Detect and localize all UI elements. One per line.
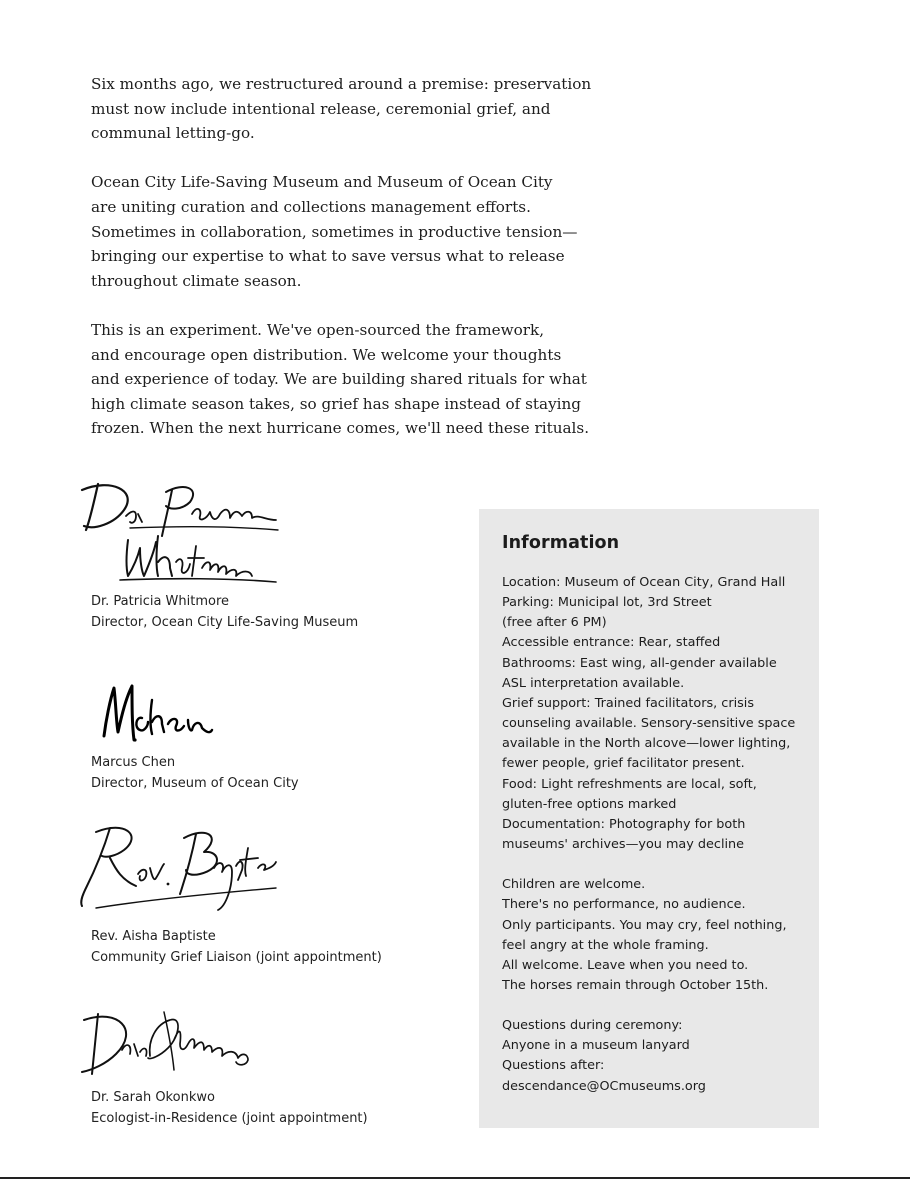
info-line: Questions during ceremony:: [502, 1018, 683, 1034]
info-line: available in the North alcove—lower lighting,: [502, 736, 791, 752]
intro-line: Ocean City Life-Saving Museum and Museum of Ocean City: [91, 173, 553, 192]
intro-paragraph-2: [91, 170, 601, 293]
intro-line: and encourage open distribution. We welcome your thoughts: [91, 345, 562, 364]
info-line: feel angry at the whole framing.: [502, 937, 709, 953]
intro-line: bringing our expertise to what to save versus what to release: [91, 247, 565, 266]
info-line: Anyone in a museum lanyard: [502, 1038, 690, 1054]
signatory-name: Dr. Patricia Whitmore: [91, 594, 230, 609]
info-line: Location: Museum of Ocean City, Grand Hall: [502, 575, 786, 590]
signature-okonkwo: [78, 1000, 258, 1085]
info-line: gluten-free options marked: [502, 796, 677, 812]
info-line: Food: Light refreshments are local, soft,: [502, 776, 757, 792]
signatory-title: Community Grief Liaison (joint appointment): [91, 949, 382, 965]
signatory-baptiste: [91, 927, 382, 968]
intro-paragraph-1: [91, 72, 601, 146]
signature-whitmore: [80, 476, 290, 593]
intro-line: must now include intentional release, ceremonial grief, and: [91, 99, 551, 118]
intro-line: Six months ago, we restructured around a premise: preservation: [91, 75, 592, 93]
info-group-logistics: [502, 573, 801, 855]
information-heading: Information: [502, 533, 620, 553]
info-line: Documentation: Photography for both: [502, 816, 746, 832]
information-panel: [479, 509, 819, 1128]
signatory-name: Marcus Chen: [91, 755, 176, 770]
signatory-title: Director, Ocean City Life-Saving Museum: [91, 614, 359, 630]
info-group-welcome: [502, 875, 801, 996]
info-line: ASL interpretation available.: [502, 675, 685, 691]
intro-line: frozen. When the next hurricane comes, we'll need these rituals.: [91, 419, 590, 438]
info-line: museums' archives—you may decline: [502, 837, 745, 853]
intro-line: communal letting-go.: [91, 124, 255, 143]
info-spacer: [502, 996, 801, 1016]
info-line: fewer people, grief facilitator present.: [502, 756, 745, 772]
signatory-title: Ecologist-in-Residence (joint appointment): [91, 1110, 368, 1126]
info-line: There's no performance, no audience.: [502, 897, 746, 913]
signatory-chen: [91, 753, 299, 794]
info-line: Grief support: Trained facilitators, crisis: [502, 695, 755, 711]
intro-line: are uniting curation and collections management efforts.: [91, 197, 531, 216]
signatory-name: Dr. Sarah Okonkwo: [91, 1090, 215, 1105]
info-spacer: [502, 855, 801, 875]
intro-line: Sometimes in collaboration, sometimes in productive tension—: [91, 222, 578, 241]
info-line: Questions after:: [502, 1058, 605, 1074]
signatory-okonkwo: [91, 1088, 368, 1129]
info-line: Children are welcome.: [502, 877, 646, 893]
info-line: All welcome. Leave when you need to.: [502, 957, 749, 973]
info-line: Parking: Municipal lot, 3rd Street: [502, 595, 712, 611]
intro-paragraph-3: [91, 318, 601, 441]
info-group-questions: [502, 1016, 801, 1097]
info-line: counseling available. Sensory-sensitive space: [502, 716, 796, 732]
intro-line: This is an experiment. We've open-sourced the framework,: [91, 320, 545, 339]
info-line: (free after 6 PM): [502, 615, 607, 631]
intro-line: high climate season takes, so grief has shape instead of staying: [91, 394, 582, 413]
signatory-name: Rev. Aisha Baptiste: [91, 929, 216, 944]
info-line: Bathrooms: East wing, all-gender available: [502, 655, 777, 671]
intro-text: [91, 72, 601, 466]
intro-line: throughout climate season.: [91, 271, 302, 290]
signatory-whitmore: [91, 592, 358, 633]
signatory-title: Director, Museum of Ocean City: [91, 775, 299, 791]
intro-line: and experience of today. We are building shared rituals for what: [91, 370, 587, 389]
contact-email[interactable]: descendance@OCmuseums.org: [502, 1078, 706, 1094]
signature-baptiste: [76, 818, 281, 925]
page-bottom-rule: [0, 1177, 910, 1179]
signature-chen: [96, 680, 226, 757]
info-line: Only participants. You may cry, feel nothing,: [502, 917, 787, 933]
info-line: The horses remain through October 15th.: [502, 977, 769, 993]
info-line: Accessible entrance: Rear, staffed: [502, 635, 721, 651]
